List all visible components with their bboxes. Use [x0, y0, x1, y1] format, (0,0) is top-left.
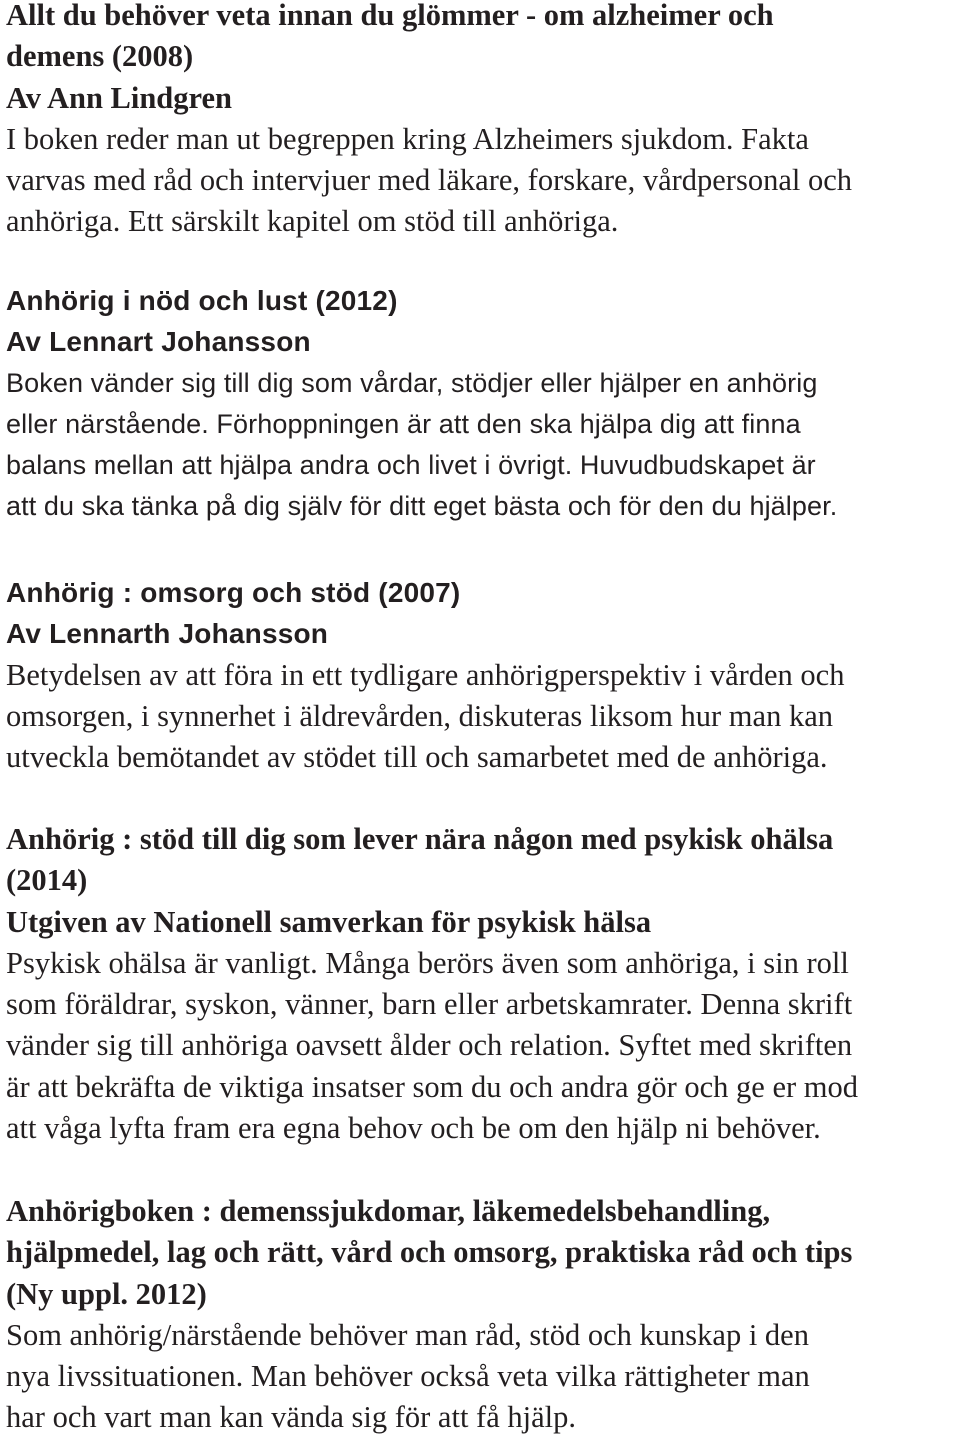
book-title: (2014)	[6, 863, 88, 898]
book-description: Betydelsen av att föra in ett tydligare anhörigperspektiv i vården och	[6, 657, 845, 692]
book-title: Anhörig : stöd till dig som lever nära någon med psykisk ohälsa	[6, 822, 834, 856]
book-entry	[6, 819, 956, 1149]
book-description: I boken reder man ut begreppen kring Alzheimers sjukdom. Fakta	[6, 121, 809, 156]
book-description: varvas med råd och intervjuer med läkare, forskare, vårdpersonal och	[6, 163, 853, 198]
book-title: Anhörigboken : demenssjukdomar, läkemedelsbehandling,	[6, 1194, 771, 1228]
book-description: har och vart man kan vända sig för att få hjälp.	[6, 1400, 576, 1435]
book-publisher: Utgiven av Nationell samverkan för psykisk hälsa	[6, 904, 652, 939]
book-description: vänder sig till anhöriga oavsett ålder och relation. Syftet med skriften	[6, 1028, 853, 1063]
book-description: nya livssituationen. Man behöver också veta vilka rättigheter man	[6, 1359, 810, 1394]
book-author: Av Ann Lindgren	[6, 80, 233, 115]
book-description: utveckla bemötandet av stödet till och samarbetet med de anhöriga.	[6, 740, 828, 775]
book-author: Av Lennarth Johansson	[6, 618, 329, 650]
book-title: hjälpmedel, lag och rätt, vård och omsorg, praktiska råd och tips	[6, 1235, 853, 1270]
book-entry	[6, 0, 956, 243]
book-description: att du ska tänka på dig själv för ditt eget bästa och för den du hjälper.	[6, 491, 838, 522]
book-description: Boken vänder sig till dig som vårdar, stödjer eller hjälper en anhörig	[6, 367, 818, 398]
book-description: omsorgen, i synnerhet i äldrevården, diskuteras liksom hur man kan	[6, 698, 833, 733]
book-title: Anhörig i nöd och lust (2012)	[6, 285, 398, 316]
book-title: demens (2008)	[6, 39, 194, 74]
book-description: som föräldrar, syskon, vänner, barn eller arbetskamrater. Denna skrift	[6, 987, 853, 1022]
book-description: balans mellan att hjälpa andra och livet i övrigt. Huvudbudskapet är	[6, 450, 816, 481]
book-entry	[6, 280, 956, 528]
book-description: eller närstående. Förhoppningen är att den ska hjälpa dig att finna	[6, 408, 801, 439]
book-description: är att bekräfta de viktiga insatser som du och andra gör och ge er mod	[6, 1069, 859, 1104]
book-description: Psykisk ohälsa är vanligt. Många berörs även som anhöriga, i sin roll	[6, 945, 849, 980]
book-author: Av Lennart Johansson	[6, 326, 311, 358]
book-entry	[6, 1191, 956, 1439]
book-entry	[6, 572, 956, 778]
book-title: (Ny uppl. 2012)	[6, 1276, 207, 1311]
book-title: Allt du behöver veta innan du glömmer - om alzheimer och	[6, 0, 774, 32]
book-description: att våga lyfta fram era egna behov och be om den hjälp ni behöver.	[6, 1111, 821, 1146]
book-description: anhöriga. Ett särskilt kapitel om stöd till anhöriga.	[6, 204, 619, 239]
book-title: Anhörig : omsorg och stöd (2007)	[6, 577, 461, 608]
book-description: Som anhörig/närstående behöver man råd, stöd och kunskap i den	[6, 1317, 809, 1352]
